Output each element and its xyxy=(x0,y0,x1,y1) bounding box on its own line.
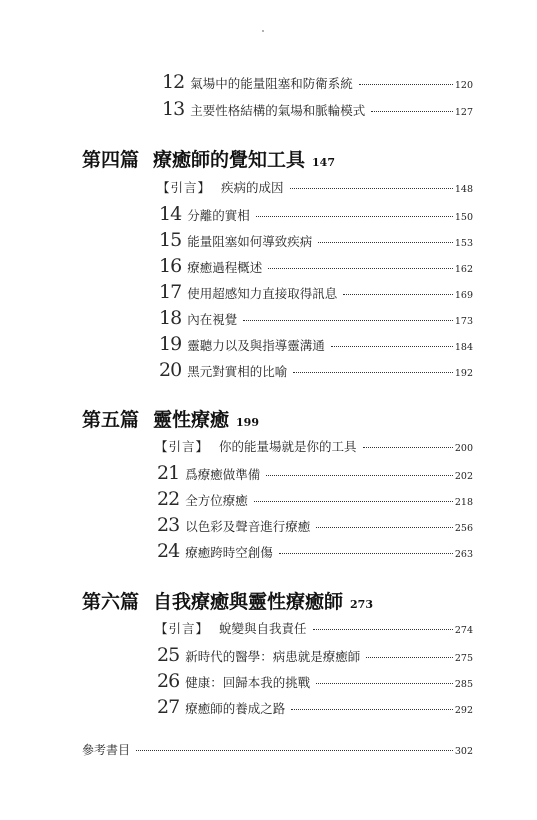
page-number: 218 xyxy=(454,497,473,508)
chapter-number: 20 xyxy=(159,359,182,381)
chapter-number: 19 xyxy=(159,333,182,355)
chapter-number: 24 xyxy=(157,540,180,562)
toc-entry-23[interactable] xyxy=(157,514,473,536)
dot-leader xyxy=(371,109,453,112)
chapter-title: 新時代的醫學：病患就是療癒師 xyxy=(185,649,361,664)
chapter-title: 主要性格結構的氣場和脈輪模式 xyxy=(190,103,366,118)
page-number: 274 xyxy=(454,625,473,636)
chapter-title: 療癒跨時空創傷 xyxy=(185,545,273,560)
page-number: 173 xyxy=(454,316,473,327)
part-page-number: 273 xyxy=(350,598,373,611)
toc-intro-5[interactable] xyxy=(155,437,473,455)
chapter-number: 26 xyxy=(157,670,180,692)
toc-entry-24[interactable] xyxy=(157,540,473,562)
dot-leader xyxy=(343,292,453,295)
intro-title: 你的能量場就是你的工具 xyxy=(219,439,357,454)
dot-leader xyxy=(136,748,453,751)
page-number: 150 xyxy=(454,212,473,223)
part-heading-5[interactable] xyxy=(82,405,259,432)
toc-bibliography[interactable] xyxy=(82,741,473,758)
dot-leader xyxy=(366,655,453,658)
toc-entry-25[interactable] xyxy=(157,644,473,666)
chapter-title: 以色彩及聲音進行療癒 xyxy=(185,519,311,534)
chapter-number: 21 xyxy=(157,462,180,484)
chapter-title: 療癒過程概述 xyxy=(187,260,263,275)
chapter-number: 14 xyxy=(159,203,182,225)
chapter-number: 23 xyxy=(157,514,180,536)
part-title: 靈性療癒 xyxy=(153,409,230,431)
chapter-number: 17 xyxy=(159,281,182,303)
dot-leader xyxy=(290,186,453,189)
chapter-title: 黑元對實相的比喻 xyxy=(187,364,288,379)
intro-title: 蛻變與自我責任 xyxy=(219,621,307,636)
chapter-title: 靈聽力以及與指導靈溝通 xyxy=(187,338,325,353)
chapter-title: 爲療癒做準備 xyxy=(185,467,261,482)
part-page-number: 199 xyxy=(236,416,259,429)
chapter-title: 能量阻塞如何導致疾病 xyxy=(187,234,313,249)
part-heading-6[interactable] xyxy=(82,587,373,614)
page-number: 127 xyxy=(454,107,473,118)
intro-title: 疾病的成因 xyxy=(221,180,284,195)
toc-entry-19[interactable] xyxy=(159,333,473,355)
dot-leader xyxy=(313,627,453,630)
toc-entry-21[interactable] xyxy=(157,462,473,484)
page-number: 263 xyxy=(454,549,473,560)
toc-entry-22[interactable] xyxy=(157,488,473,510)
part-heading-4[interactable] xyxy=(82,145,335,172)
dot-leader xyxy=(363,445,453,448)
page-number: 200 xyxy=(454,443,473,454)
part-label: 第五篇 xyxy=(82,409,140,431)
part-page-number: 147 xyxy=(312,156,335,169)
chapter-number: 25 xyxy=(157,644,180,666)
dot-leader xyxy=(243,318,453,321)
chapter-title: 內在視覺 xyxy=(187,312,238,327)
dot-leader xyxy=(268,266,453,269)
toc-intro-6[interactable] xyxy=(155,619,473,637)
toc-entry-12[interactable] xyxy=(162,71,473,93)
chapter-title: 健康：回歸本我的挑戰 xyxy=(185,675,311,690)
dot-leader xyxy=(316,681,453,684)
toc-intro-4[interactable] xyxy=(157,178,473,196)
part-title: 療癒師的覺知工具 xyxy=(153,149,306,171)
chapter-title: 全方位療癒 xyxy=(185,493,248,508)
page-number: 256 xyxy=(454,523,473,534)
dot-leader xyxy=(291,707,453,710)
dot-leader xyxy=(293,370,453,373)
page-number: 302 xyxy=(454,746,473,757)
page-number: 162 xyxy=(454,264,473,275)
part-label: 第六篇 xyxy=(82,591,140,613)
intro-tag: 【引言】 xyxy=(157,180,212,195)
chapter-title: 氣場中的能量阻塞和防衛系統 xyxy=(190,76,353,91)
page-number: 148 xyxy=(454,184,473,195)
page-number: 192 xyxy=(454,368,473,379)
dot-leader xyxy=(266,473,453,476)
dot-leader xyxy=(256,214,453,217)
dot-leader xyxy=(359,82,453,85)
part-label: 第四篇 xyxy=(82,149,140,171)
chapter-number: 16 xyxy=(159,255,182,277)
toc-entry-17[interactable] xyxy=(159,281,473,303)
toc-entry-15[interactable] xyxy=(159,229,473,251)
page-number: 120 xyxy=(454,80,473,91)
toc-entry-16[interactable] xyxy=(159,255,473,277)
toc-entry-20[interactable] xyxy=(159,359,473,381)
page-number: 202 xyxy=(454,471,473,482)
page-number: 285 xyxy=(454,679,473,690)
dot-leader xyxy=(279,551,453,554)
page-number: 153 xyxy=(454,238,473,249)
toc-entry-13[interactable] xyxy=(162,98,473,120)
dot-leader xyxy=(331,344,453,347)
chapter-number: 18 xyxy=(159,307,182,329)
part-title: 自我療癒與靈性療癒師 xyxy=(153,591,344,613)
dot-leader xyxy=(254,499,453,502)
intro-tag: 【引言】 xyxy=(155,621,210,636)
chapter-title: 分離的實相 xyxy=(187,208,250,223)
chapter-number: 27 xyxy=(157,696,180,718)
page-number: 292 xyxy=(454,705,473,716)
chapter-title: 使用超感知力直接取得訊息 xyxy=(187,286,338,301)
page-mark xyxy=(262,30,264,32)
intro-tag: 【引言】 xyxy=(155,439,210,454)
toc-entry-26[interactable] xyxy=(157,670,473,692)
chapter-number: 13 xyxy=(162,98,185,120)
dot-leader xyxy=(316,525,453,528)
chapter-number: 22 xyxy=(157,488,180,510)
toc-entry-27[interactable] xyxy=(157,696,473,718)
page-number: 275 xyxy=(454,653,473,664)
chapter-number: 15 xyxy=(159,229,182,251)
chapter-number: 12 xyxy=(162,71,185,93)
chapter-title: 療癒師的養成之路 xyxy=(185,701,286,716)
toc-entry-18[interactable] xyxy=(159,307,473,329)
page-number: 169 xyxy=(454,290,473,301)
dot-leader xyxy=(318,240,453,243)
page-number: 184 xyxy=(454,342,473,353)
toc-entry-14[interactable] xyxy=(159,203,473,225)
bibliography-title: 參考書目 xyxy=(82,743,131,757)
